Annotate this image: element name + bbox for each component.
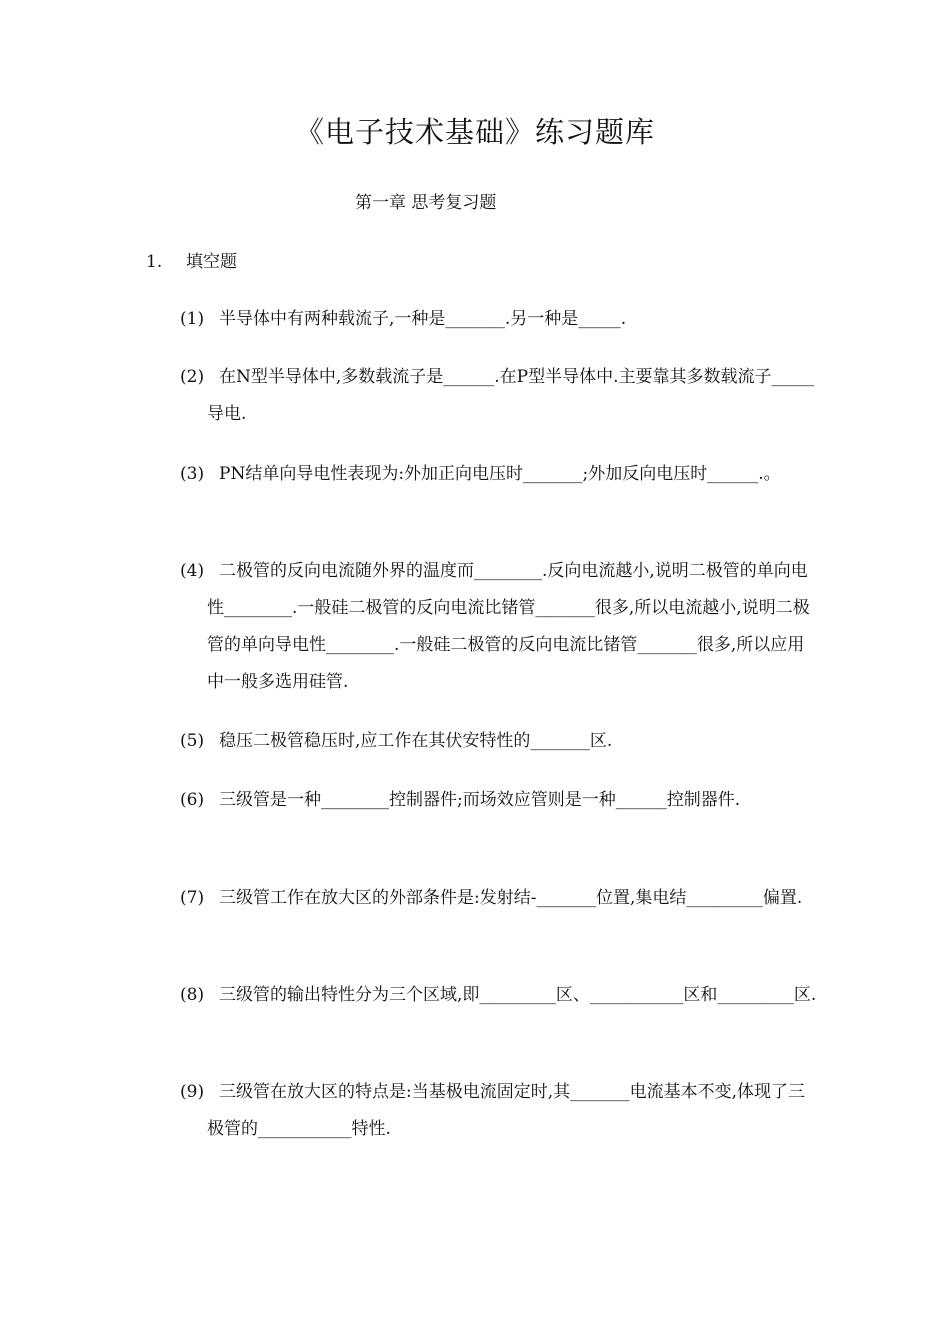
question-number: (2): [180, 367, 205, 387]
question-text: PN结单向导电性表现为:外加正向电压时_______;外加反向电压时______.。: [219, 464, 781, 484]
question-text: 三级管在放大区的特点是:当基极电流固定时,其_______电流基本不变,体现了三极管的___________特性.: [207, 1082, 806, 1139]
question-item: [180, 1074, 820, 1148]
question-item: [180, 553, 820, 701]
question-text: 三级管的输出特性分为三个区域,即_________区、___________区和_________区.: [219, 985, 817, 1005]
question-item: [180, 359, 820, 433]
question-text: 三级管工作在放大区的外部条件是:发射结-_______位置,集电结_________偏置.: [219, 888, 803, 908]
question-item: [180, 880, 820, 917]
question-number: (6): [180, 790, 205, 810]
question-text: 二极管的反向电流随外界的温度而________.反向电流越小,说明二极管的单向电性________.一般硅二极管的反向电流比锗管_______很多,所以电流越小,说明二极管的单向导电性________.一般硅二极管的反向电流比锗管_______很多,所以应用中一般多选用硅管.: [207, 561, 810, 692]
question-number: (3): [180, 464, 205, 484]
section-number: 1.: [146, 252, 163, 272]
document-title: 《电子技术基础》练习题库: [294, 115, 655, 149]
section-label: 填空题: [186, 252, 237, 272]
question-item: [180, 723, 820, 760]
question-number: (1): [180, 309, 205, 329]
chapter-heading: 第一章 思考复习题: [355, 193, 497, 213]
question-item: [180, 456, 820, 493]
question-number: (4): [180, 561, 205, 581]
question-item: [180, 782, 820, 819]
section-heading: [146, 247, 237, 272]
question-text: 三级管是一种________控制器件;而场效应管则是一种______控制器件.: [219, 790, 741, 810]
question-number: (5): [180, 731, 205, 751]
question-text: 在N型半导体中,多数载流子是______.在P型半导体中.主要靠其多数载流子_____导电.: [207, 367, 815, 424]
question-item: [180, 977, 820, 1014]
question-number: (7): [180, 888, 205, 908]
question-text: 稳压二极管稳压时,应工作在其伏安特性的_______区.: [219, 731, 613, 751]
question-text: 半导体中有两种载流子,一种是_______.另一种是_____.: [219, 309, 627, 329]
question-number: (8): [180, 985, 205, 1005]
question-item: [180, 301, 820, 338]
question-number: (9): [180, 1082, 205, 1102]
